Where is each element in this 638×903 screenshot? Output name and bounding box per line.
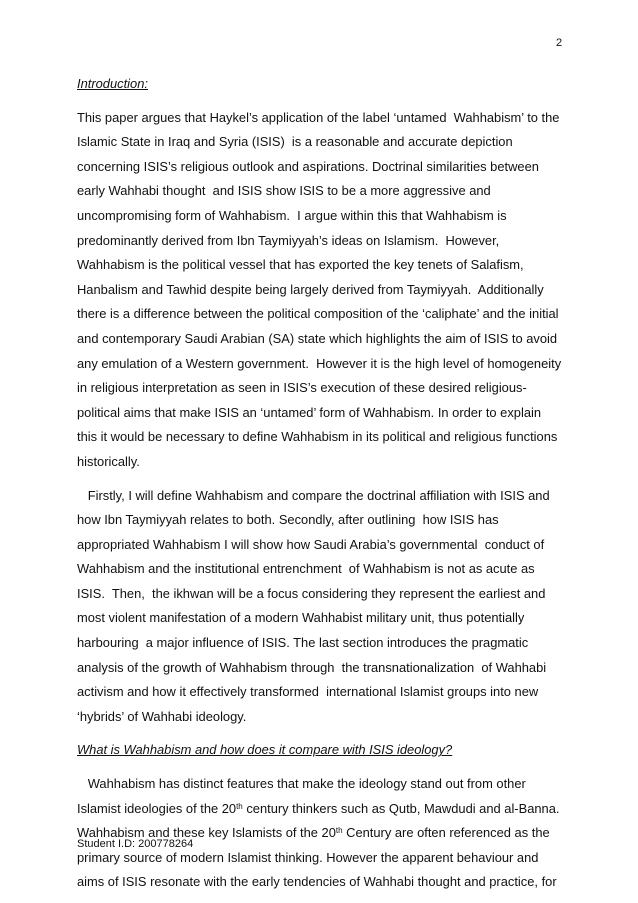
text-line bbox=[77, 797, 567, 822]
page-number: 2 bbox=[556, 37, 563, 49]
spacer bbox=[77, 475, 567, 484]
text-line: in religious interpretation as seen in ISIS’s execution of these desired religious- bbox=[77, 380, 527, 396]
text-span: century thinkers such as Qutb, Mawdudi and al-Banna. bbox=[242, 800, 560, 816]
text-line: activism and how it effectively transformed international Islamist groups into new bbox=[77, 684, 539, 700]
text-line: concerning ISIS’s religious outlook and aspirations. Doctrinal similarities between bbox=[77, 158, 539, 174]
section-heading: What is Wahhabism and how does it compare with ISIS ideology? bbox=[77, 742, 453, 758]
text-span: Century are often referenced as the bbox=[342, 825, 550, 841]
text-line: there is a difference between the political composition of the ‘caliphate’ and the initial bbox=[77, 306, 559, 322]
text-line: aims of ISIS resonate with the early tendencies of Wahhabi thought and practice, for bbox=[77, 874, 557, 890]
text-line: predominantly derived from Ibn Taymiyyah’s ideas on Islamism. However, bbox=[77, 232, 500, 248]
text-line: ISIS. Then, the ikhwan will be a focus considering they represent the earliest and bbox=[77, 585, 546, 601]
text-line: analysis of the growth of Wahhabism through the transnationalization of Wahhabi bbox=[77, 659, 547, 675]
text-line: historically. bbox=[77, 453, 140, 469]
spacer bbox=[77, 729, 567, 738]
text-line: uncompromising form of Wahhabism. I argue within this that Wahhabism is bbox=[77, 207, 507, 223]
document-body bbox=[77, 72, 567, 895]
wahhabism-paragraph bbox=[77, 772, 567, 895]
introduction-heading: Introduction: bbox=[77, 76, 148, 91]
text-line: Wahhabism has distinct features that make the ideology stand out from other bbox=[77, 776, 526, 792]
text-line: Islamic State in Iraq and Syria (ISIS) is a reasonable and accurate depiction bbox=[77, 134, 513, 150]
outline-paragraph bbox=[77, 484, 567, 730]
text-line: how Ibn Taymiyyah relates to both. Secondly, after outlining how ISIS has bbox=[77, 512, 499, 528]
introduction-paragraph bbox=[77, 106, 567, 475]
text-line: and contemporary Saudi Arabian (SA) state which highlights the aim of ISIS to avoid bbox=[77, 330, 558, 346]
text-line: most violent manifestation of a modern Wahhabist military unit, thus potentially bbox=[77, 610, 525, 626]
text-span: Islamist ideologies of the 20 bbox=[77, 800, 237, 816]
text-line: ‘hybrids’ of Wahhabi ideology. bbox=[77, 708, 247, 724]
text-line: This paper argues that Haykel’s application of the label ‘untamed Wahhabism’ to the bbox=[77, 109, 560, 125]
text-line: political aims that make ISIS an ‘untamed’ form of Wahhabism. In order to explain bbox=[77, 404, 542, 420]
text-span: Wahhabism and these key Islamists of the 20 bbox=[77, 825, 336, 841]
superscript: th bbox=[335, 826, 343, 836]
text-line: any emulation of a Western government. However it is the high level of homogeneity bbox=[77, 355, 562, 371]
text-line: Wahhabism and the institutional entrenchment of Wahhabism is not as acute as bbox=[77, 561, 535, 577]
text-line: Hanbalism and Tawhid despite being largely derived from Taymiyyah. Additionally bbox=[77, 281, 544, 297]
superscript: th bbox=[236, 801, 243, 811]
text-line: Firstly, I will define Wahhabism and compare the doctrinal affiliation with ISIS and bbox=[77, 487, 550, 503]
text-line: appropriated Wahhabism I will show how Saudi Arabia’s governmental conduct of bbox=[77, 536, 545, 552]
student-id-footer: Student I.D: 200778264 bbox=[77, 838, 194, 850]
text-line: Wahhabism is the political vessel that has exported the key tenets of Salafism, bbox=[77, 257, 524, 273]
text-line: harbouring a major influence of ISIS. The last section introduces the pragmatic bbox=[77, 635, 529, 651]
text-line: this it would be necessary to define Wahhabism in its political and religious functions bbox=[77, 429, 558, 445]
spacer bbox=[77, 763, 567, 772]
text-line: primary source of modern Islamist thinking. However the apparent behaviour and bbox=[77, 849, 539, 865]
spacer bbox=[77, 97, 567, 106]
text-line: early Wahhabi thought and ISIS show ISIS to be a more aggressive and bbox=[77, 183, 491, 199]
